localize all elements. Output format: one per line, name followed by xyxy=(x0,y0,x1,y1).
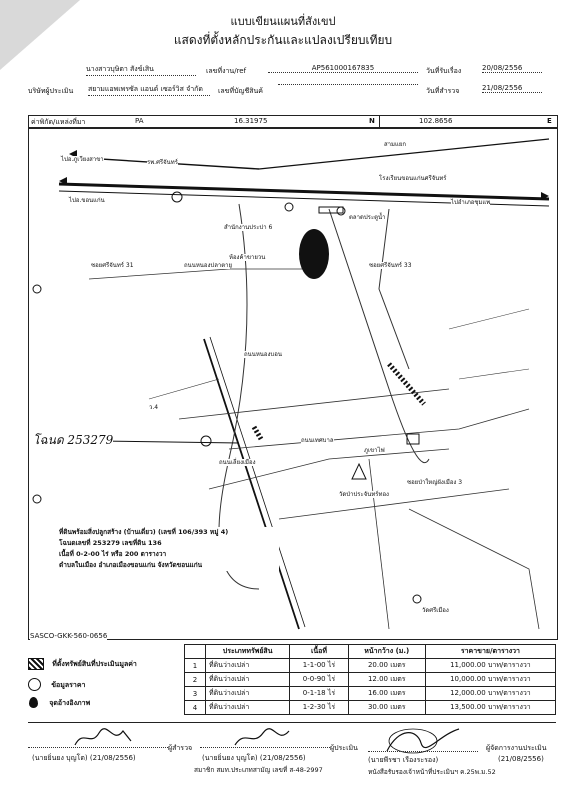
job-number: AP561000167835 xyxy=(268,64,418,73)
row-number: 2 xyxy=(185,673,206,687)
signature-area xyxy=(28,722,556,781)
label-temple-near: วัดศรีเมือง xyxy=(422,607,449,614)
coord-label: ค่าพิกัด/แหล่งที่มา xyxy=(31,118,86,126)
road-diagonal xyxy=(204,339,299,629)
legend-label: ข้อมูลราคา xyxy=(51,680,86,689)
row-price: 12,000.00 บาท/ตารางวา xyxy=(425,687,555,701)
label-road-lower: ถนนหนองบอน xyxy=(244,351,282,358)
job-number-label: เลขที่งาน/ref xyxy=(206,67,247,75)
property-line-4: ตำบลในเมือง อำเภอเมืองขอนแก่น จังหวัดขอนแก่น xyxy=(59,561,203,569)
row-type: ที่ดินว่างเปล่า xyxy=(206,687,290,701)
label-soi-right: ถนนเทศบาล xyxy=(301,437,334,444)
label-mark-left: ว.4 xyxy=(149,404,159,411)
row-type: ที่ดินว่างเปล่า xyxy=(206,673,290,687)
approver-date: (21/08/2556) xyxy=(498,755,544,763)
legend-label: จุดอ้างอิงภาพ xyxy=(49,698,91,707)
map-code: SASCO-GKK-560-0656 xyxy=(30,632,108,640)
assessor-label: บริษัทผู้ประเมิน xyxy=(28,87,74,95)
label-temple: วัดป่าประจันทร์ทอง xyxy=(339,491,389,498)
drop-icon xyxy=(29,697,38,708)
legend-item xyxy=(28,697,90,709)
label-market: ตลาดประตูน้ำ xyxy=(349,214,386,221)
temple-icon xyxy=(352,464,366,479)
location-map xyxy=(28,128,558,640)
comparable-2-icon xyxy=(285,203,293,211)
row-width: 12.00 เมตร xyxy=(348,673,425,687)
comparable-1-icon xyxy=(172,192,182,202)
page-subtitle: แสดงที่ตั้งหลักประกันและแปลงเปรียบเทียบ xyxy=(173,33,393,47)
col-header: ราคาขาย/ตารางวา xyxy=(425,645,555,659)
col-header: เนื้อที่ xyxy=(290,645,348,659)
price-table xyxy=(184,644,556,715)
coord-e-label: E xyxy=(547,117,552,125)
table-row xyxy=(185,687,556,701)
row-price: 10,000.00 บาท/ตารางวา xyxy=(425,673,555,687)
appraiser-signature xyxy=(233,725,293,749)
property-line-3: เนื้อที่ 0-2-00 ไร่ หรือ 200 ตารางวา xyxy=(59,550,167,558)
account-label: เลขที่บัญชีสินค้ xyxy=(218,87,263,95)
row-price: 13,500.00 บาท/ตารางวา xyxy=(425,701,555,715)
legend-item xyxy=(28,658,137,670)
page-title: แบบเขียนแผนที่สังเขป xyxy=(230,15,336,28)
label-branch-road: ซอยป่าใหญ่ผังเมือง 3 xyxy=(407,479,463,486)
row-number: 4 xyxy=(185,701,206,715)
label-school: โรงเรียนขอนแก่นศรีจันทร์ xyxy=(379,175,447,182)
owner-name: นางสาวบุษิตา สังข์เสิน xyxy=(86,64,196,76)
surveyor-signature xyxy=(73,727,133,749)
deed-annotation: โฉนด 253279 xyxy=(33,431,113,450)
row-width: 16.00 เมตร xyxy=(348,687,425,701)
label-road-31: ซอยศรีจันทร์ 31 xyxy=(91,262,134,269)
received-label: วันที่รับเรื่อง xyxy=(426,67,462,75)
row-area: 0-1-18 ไร่ xyxy=(290,687,348,701)
label-lower-road: ถนนเลี่ยงเมือง xyxy=(219,459,256,466)
label-to-left-bottom: ไปอ.ขอนแก่น xyxy=(69,197,105,204)
row-area: 0-0-90 ไร่ xyxy=(290,673,348,687)
surveyor-name: (นายยิ่นยง บุญโต) (21/08/2556) xyxy=(32,754,136,762)
label-road-center: ถนนหนองปลาตายู xyxy=(184,262,233,269)
row-width: 20.00 เมตร xyxy=(348,659,425,673)
row-number: 1 xyxy=(185,659,206,673)
label-junction: สามแยก xyxy=(384,141,407,148)
label-road-33: ซอยศรีจันทร์ 33 xyxy=(369,262,412,269)
table-row xyxy=(185,701,556,715)
appraiser-member: สมาชิก สมท.ประเภทสามัญ เลขที่ ส-48-2997 xyxy=(194,766,323,774)
approver-role: ผู้จัดการงานประเมิน xyxy=(486,744,547,752)
legend-item xyxy=(28,678,85,691)
legend-label: ที่ตั้งทรัพย์สินที่ประเมินมูลค่า xyxy=(52,660,137,668)
row-width: 30.00 เมตร xyxy=(348,701,425,715)
comparable-4-icon xyxy=(201,436,211,446)
row-area: 1-2-30 ไร่ xyxy=(290,701,348,715)
assessor-name: สยามแอพเพรซัล แอนด์ เซอร์วิส จำกัด xyxy=(88,84,210,96)
appraiser-role: ผู้ประเมิน xyxy=(330,744,358,752)
table-header-row xyxy=(185,645,556,659)
subject-property-icon xyxy=(299,229,329,279)
survey-label: วันที่สำรวจ xyxy=(426,87,460,95)
appraiser-name: (นายยิ่นยง บุญโต) (21/08/2556) xyxy=(202,754,306,762)
coord-n-label: N xyxy=(369,117,375,125)
label-to-right: ไปอำเภอชุมแพ xyxy=(451,199,491,206)
circle-outline-icon xyxy=(28,678,41,691)
label-hospital: รพ.ศรีจันทร์ xyxy=(147,159,178,166)
col-header xyxy=(185,645,206,659)
road-curve-2 xyxy=(329,209,429,463)
row-number: 3 xyxy=(185,687,206,701)
property-line-1: ที่ดินพร้อมสิ่งปลูกสร้าง (บ้านเดี่ยว) (เลขที่ 106/393 หมู่ 4) xyxy=(59,528,229,536)
building-icon xyxy=(407,434,419,444)
row-type: ที่ดินว่างเปล่า xyxy=(206,701,290,715)
label-to-left-top: ไปอ.ภูเวียงสาขา xyxy=(61,156,104,163)
col-header: ประเภททรัพย์สิน xyxy=(206,645,290,659)
property-line-2: โฉนดเลขที่ 253279 เลขที่ดิน 136 xyxy=(59,539,162,547)
label-phu: ภูเขาไฟ xyxy=(364,447,385,454)
survey-date: 21/08/2556 xyxy=(482,84,542,93)
approver-name: (นายพีรชา เรืองระรอง) xyxy=(368,756,439,764)
coord-zone: PA xyxy=(135,117,144,125)
table-row xyxy=(185,659,556,673)
col-header: หน้ากว้าง (ม.) xyxy=(348,645,425,659)
highway-top xyxy=(59,184,549,199)
approver-license: หนังสือรับรองเจ้าหน้าที่ประเมินฯ ค.25พ.ม.52 xyxy=(368,768,496,776)
rail-segment xyxy=(389,364,424,404)
table-row xyxy=(185,673,556,687)
row-price: 11,000.00 บาท/ตารางวา xyxy=(425,659,555,673)
coord-e-value: 102.8656 xyxy=(419,117,453,125)
coord-n-value: 16.31975 xyxy=(234,117,268,125)
received-date: 20/08/2556 xyxy=(482,64,542,73)
land-hatch-icon xyxy=(28,658,44,670)
comparable-3-icon xyxy=(337,207,345,215)
account-value xyxy=(278,84,418,85)
coord-row xyxy=(28,115,558,128)
label-village: ห้องค้าขายวน xyxy=(229,254,266,261)
label-office: สำนักงานประปา 6 xyxy=(224,224,273,231)
surveyor-role: ผู้สำรวจ xyxy=(168,744,193,752)
row-area: 1-1-00 ไร่ xyxy=(290,659,348,673)
scan-corner xyxy=(0,0,80,70)
property-info xyxy=(59,527,279,571)
row-type: ที่ดินว่างเปล่า xyxy=(206,659,290,673)
